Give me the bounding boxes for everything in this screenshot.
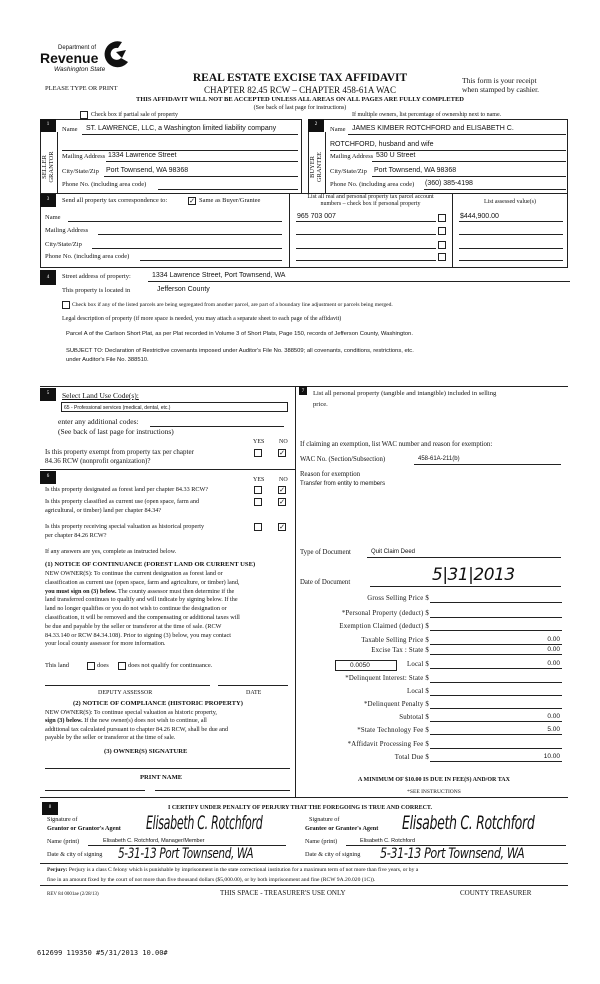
grantor-date-field[interactable]: 5-31-13 Port Townsend, WA: [118, 846, 254, 862]
seller-name-label: Name: [62, 126, 78, 133]
personal-property-checkbox[interactable]: [438, 227, 446, 235]
please-type: PLEASE TYPE OR PRINT: [45, 85, 118, 92]
grantee-signature[interactable]: Elisabeth C. Rotchford: [402, 812, 535, 834]
doc-date-label: Date of Document: [300, 579, 351, 586]
buyer-phone-field[interactable]: (360) 385-4198: [425, 180, 473, 187]
land-use-label: Select Land Use Code(s):: [62, 391, 139, 400]
see-back: (See back of last page for instructions): [253, 105, 347, 111]
chapter-line: CHAPTER 82.45 RCW – CHAPTER 458-61A WAC: [204, 85, 396, 95]
partial-sale-label: Check box if partial sale of property: [91, 112, 178, 118]
grantee-agent-label: Grantee or Grantee's Agent: [305, 825, 379, 832]
forest-no-checkbox[interactable]: ✓: [279, 486, 285, 494]
fee-label: *Personal Property (deduct) $: [341, 610, 429, 617]
notice-line: you must sign on (3) below. The county assessor must then determine if the: [45, 587, 235, 595]
street-label: Street address of property:: [62, 273, 131, 280]
grantor-agent-label: Grantor or Grantor's Agent: [47, 825, 121, 832]
buyer-mail-field[interactable]: 530 U Street: [376, 152, 416, 159]
deputy-assessor-label: DEPUTY ASSESSOR: [98, 690, 153, 696]
additional-codes-label: enter any additional codes:: [58, 417, 139, 426]
notice-line: payable by the seller or transferor at the time of sale.: [45, 733, 176, 741]
current-use-no-checkbox[interactable]: ✓: [279, 498, 285, 506]
section-3-marker: 3: [40, 194, 56, 207]
receipt-line2: when stamped by cashier.: [462, 85, 540, 94]
seller-city-label: City/State/Zip: [62, 168, 99, 175]
notice-line: NEW OWNER(S): To continue special valuation as historic property,: [45, 709, 217, 716]
county-field[interactable]: Jefferson County: [157, 286, 210, 293]
nonprofit-yes-checkbox[interactable]: [254, 449, 262, 457]
buyer-name-label: Name: [330, 126, 346, 133]
forest-yes-checkbox[interactable]: [254, 486, 262, 494]
same-as-buyer-label: Same as Buyer/Grantee: [199, 197, 261, 204]
fee-label: Taxable Selling Price $: [361, 637, 429, 644]
seller-mail-field[interactable]: 1334 Lawrence Street: [108, 152, 177, 159]
form-title: REAL ESTATE EXCISE TAX AFFIDAVIT: [192, 72, 408, 84]
no-header-6: NO: [279, 477, 288, 483]
multiple-owners-note: If multiple owners, list percentage of ownership next to name.: [352, 112, 502, 118]
historic-yes-checkbox[interactable]: [254, 523, 262, 531]
logo-line1: Department of: [58, 45, 97, 51]
nonprofit-question: Is this property exempt from property tax per chapter: [45, 448, 194, 456]
exemption-label: If claiming an exemption, list WAC number and reason for exemption:: [300, 441, 493, 448]
seller-side-label: SELLER GRANTOR: [41, 151, 55, 183]
assessed-header: List assessed value(s): [484, 199, 536, 205]
certify-statement: I CERTIFY UNDER PENALTY OF PERJURY THAT THE FOREGOING IS TRUE AND CORRECT.: [167, 805, 432, 811]
personal-property-checkbox[interactable]: [438, 241, 446, 249]
legal-description-1[interactable]: Parcel A of the Carlson Short Plat, as per Plat recorded in Volume 3 of Short Plats, Page 150, records of Jefferson County, Washington.: [66, 331, 413, 337]
treasurer-space-label: THIS SPACE - TREASURER'S USE ONLY: [220, 889, 346, 897]
grantor-date-label: Date & city of signing: [47, 851, 103, 858]
logo-emblem-icon: [102, 40, 130, 70]
buyer-side-label: BUYER GRANTEE: [309, 151, 323, 183]
buyer-mail-label: Mailing Address: [330, 153, 374, 160]
yes-header-6: YES: [253, 477, 265, 483]
print-name-label: PRINT NAME: [140, 774, 183, 781]
notice-compliance-title: (2) NOTICE OF COMPLIANCE (HISTORIC PROPERTY): [73, 700, 243, 707]
reason-field[interactable]: Transfer from entity to members: [300, 481, 386, 487]
grantor-name-label: Name (print): [47, 838, 80, 845]
grantee-sig-label: Signature of: [309, 816, 340, 823]
minimum-note: A MINIMUM OF $10.00 IS DUE IN FEE(S) AND/OR TAX: [358, 777, 510, 783]
notice-line: classification as current use (open space, farm and agriculture, or timber) land,: [45, 578, 240, 586]
fee-label: *Affidavit Processing Fee $: [347, 741, 429, 748]
located-label: This property is located in: [62, 287, 131, 294]
notice-line: 84.33.140 or RCW 84.34.108). Prior to signing (3) below, you may contact: [45, 631, 231, 639]
grantor-sig-label: Signature of: [47, 816, 78, 823]
personal-property-checkbox[interactable]: [438, 214, 446, 222]
historic-question: Is this property receiving special valuation as historical property: [45, 523, 205, 530]
owner-signature-line[interactable]: [45, 768, 290, 769]
personal-property-label-2: price.: [313, 401, 328, 408]
notice-continuance-text: [45, 570, 240, 649]
wac-label: WAC No. (Section/Subsection): [300, 456, 386, 463]
buyer-phone-label: Phone No. (including area code): [330, 181, 415, 188]
fee-label: *State Technology Fee $: [357, 727, 429, 734]
no-header: NO: [279, 439, 288, 445]
see-instructions: *SEE INSTRUCTIONS: [407, 789, 461, 795]
grantee-date-field[interactable]: 5-31-13 Port Townsend, WA: [380, 846, 525, 862]
notice-continuance-title: (1) NOTICE OF CONTINUANCE (FOREST LAND OR CURRENT USE): [45, 561, 256, 568]
historic-no-checkbox[interactable]: ✓: [279, 523, 285, 531]
print-name-line[interactable]: [45, 790, 145, 791]
fee-value[interactable]: 5.00: [547, 726, 560, 733]
buyer-name-line2[interactable]: ROTCHFORD, husband and wife: [330, 141, 434, 148]
correspondence-field[interactable]: [98, 234, 282, 235]
nonprofit-no-checkbox[interactable]: ✓: [279, 449, 285, 457]
logo-line3: Washington State: [54, 66, 106, 73]
buyer-city-label: City/State/Zip: [330, 168, 367, 175]
correspondence-field[interactable]: [140, 260, 282, 261]
personal-property-checkbox[interactable]: [438, 253, 446, 261]
owner-signature-label: (3) OWNER(S) SIGNATURE: [104, 748, 188, 755]
legal-description-2[interactable]: SUBJECT TO: Declaration of Restrictive covenants imposed under Auditor's File No. 388509; all covenants, conditions, restrictions, etc.: [66, 348, 414, 354]
fee-label: Excise Tax : State $: [371, 647, 429, 654]
fee-label: Gross Selling Price $: [367, 595, 429, 602]
does-label: does: [97, 662, 109, 669]
section-4-marker: 4: [40, 270, 56, 285]
notice-line: sign (3) below. If the new owner(s) does not wish to continue, all: [45, 717, 207, 725]
fee-label: Subtotal $: [399, 714, 429, 721]
cashier-stamp: 612699 119350 #5/31/2013 10.00#: [37, 949, 168, 957]
does-not-label: does not qualify for continuance.: [128, 662, 213, 669]
correspondence-label: Mailing Address: [45, 227, 89, 234]
forest-question: Is this property designated as forest land per chapter 84.33 RCW?: [45, 486, 209, 493]
logo-line2: Revenue: [40, 50, 99, 66]
notice-compliance-text: [45, 709, 228, 742]
warning: THIS AFFIDAVIT WILL NOT BE ACCEPTED UNLESS ALL AREAS ON ALL PAGES ARE FULLY COMPLETED: [136, 96, 464, 103]
notice-line: land no longer qualifies or you do not wish to continue the designation or: [45, 605, 227, 613]
seller-phone-label: Phone No. (including area code): [62, 181, 147, 188]
seller-city-field[interactable]: Port Townsend, WA 98368: [106, 167, 189, 174]
land-use-see-back: (See back of last page for instructions): [58, 427, 174, 436]
perjury-line-1: Perjury: Perjury is a class C felony which is punishable by imprisonment in the state correctional institution for a maximum term of not more than five years, or by a: [47, 867, 419, 873]
notice-line: land transferred continues to qualify and will indicate by signing below. If the: [45, 596, 238, 604]
notice-line: your local county assessor for more information.: [45, 640, 166, 648]
current-use-question: Is this property classified as current use (open space, farm and: [45, 498, 200, 505]
segregated-label: Check box if any of the listed parcels are being segregated from another parcel, are part of a boundary line adjustment or parcels being merged.: [72, 302, 393, 308]
seller-phone-field[interactable]: [158, 189, 298, 190]
wac-field[interactable]: 458-61A-211(b): [418, 456, 460, 462]
grantee-name-label: Name (print): [305, 838, 338, 845]
section-1-marker: 1: [40, 119, 56, 132]
fee-label: *Delinquent Penalty $: [364, 701, 429, 708]
section-6-marker: 6: [40, 471, 56, 484]
fee-label: Local $: [407, 661, 429, 668]
legal-description-3[interactable]: under Auditor's File No. 388510.: [66, 357, 149, 363]
correspondence-label: Phone No. (including area code): [45, 253, 130, 260]
doc-type-field[interactable]: Quit Claim Deed: [371, 549, 416, 555]
section-7-marker: 7: [299, 386, 307, 395]
land-use-select[interactable]: 65 - Professional services (medical, dental, etc.): [61, 402, 288, 412]
historic-question-2: per chapter 84.26 RCW?: [45, 532, 107, 539]
buyer-city-field[interactable]: Port Townsend, WA 98368: [374, 167, 457, 174]
send-correspondence-label: Send all property tax correspondence to:: [62, 197, 168, 204]
assessed-value-field[interactable]: $444,900.00: [460, 213, 499, 220]
doc-type-label: Type of Document: [300, 549, 351, 556]
nonprofit-question-2: 84.36 RCW (nonprofit organization)?: [45, 457, 151, 465]
grantor-name-field[interactable]: Elisabeth C. Rotchford, Manager/Member: [103, 838, 205, 844]
correspondence-label: Name: [45, 214, 61, 221]
personal-property-label: List all personal property (tangible and intangible) included in selling: [313, 390, 497, 397]
notice-line: NEW OWNER(S): To continue the current designation as forest land or: [45, 570, 223, 577]
fee-value[interactable]: 0.00: [547, 713, 560, 720]
fee-value[interactable]: 10.00: [543, 753, 560, 760]
fee-label: *Delinquent Interest: State $: [345, 675, 429, 682]
notice-line: be due and payable by the seller or transferor at the time of sale. (RCW: [45, 622, 222, 630]
notice-line: classification, it will be removed and the compensating or additional taxes will: [45, 613, 240, 621]
current-use-question-2: agricultural, or timber) land per chapter 84.34?: [45, 507, 162, 514]
fee-label: Total Due $: [394, 754, 429, 761]
section-8-marker: 8: [42, 802, 58, 815]
doc-date-field[interactable]: 5|31|2013: [432, 565, 515, 585]
deputy-assessor-line[interactable]: [45, 685, 210, 686]
grantee-name-field[interactable]: Elisabeth C. Rotchford: [360, 838, 416, 844]
segregated-checkbox[interactable]: [62, 301, 70, 309]
correspondence-field[interactable]: [68, 221, 282, 222]
section-2-marker: 2: [308, 119, 324, 132]
yes-header: YES: [253, 439, 265, 445]
form-revision: REV 84 0001ae (2/28/13): [47, 892, 99, 897]
this-land-label: This land: [45, 662, 69, 669]
same-as-buyer-checkbox[interactable]: ✓: [189, 197, 195, 205]
seller-name-field[interactable]: ST. LAWRENCE, LLC, a Washington limited liability company: [86, 125, 277, 132]
local-rate-box[interactable]: 0.0050: [335, 660, 397, 671]
buyer-name-field[interactable]: JAMES KIMBER ROTCHFORD and ELISABETH C.: [352, 125, 514, 132]
fee-value[interactable]: 0.00: [547, 660, 560, 667]
assessor-date-line[interactable]: [218, 685, 288, 686]
county-treasurer-label: COUNTY TREASURER: [460, 889, 532, 897]
correspondence-label: City/State/Zip: [45, 241, 82, 248]
parcel-number-field[interactable]: 965 703 007: [297, 213, 336, 220]
street-field[interactable]: 1334 Lawrence Street, Port Townsend, WA: [152, 272, 286, 279]
partial-sale-checkbox[interactable]: [80, 111, 88, 119]
if-any-note: If any answers are yes, complete as instructed below.: [45, 548, 177, 555]
perjury-line-2: fine in an amount fixed by the court of not more than five thousand dollars ($5,000.00), or by both imprisonment and fine (RCW 9A.20.020 (1C)).: [47, 877, 376, 883]
fee-label: Local $: [407, 688, 429, 695]
correspondence-field[interactable]: [92, 248, 282, 249]
seller-mail-label: Mailing Address: [62, 153, 106, 160]
does-not-qualify-checkbox[interactable]: [118, 662, 126, 670]
notice-line: additional tax calculated pursuant to chapter 84.26 RCW, shall be due and: [45, 725, 229, 733]
assessor-date-label: DATE: [246, 690, 262, 696]
does-qualify-checkbox[interactable]: [87, 662, 95, 670]
fee-value[interactable]: 0.00: [547, 646, 560, 653]
reason-label: Reason for exemption: [300, 471, 361, 478]
parcel-header: List all real and personal property tax parcel account numbers – check box if personal property: [307, 194, 434, 207]
grantee-date-label: Date & city of signing: [305, 851, 361, 858]
fee-value[interactable]: 0.00: [547, 636, 560, 643]
seller-name-line2[interactable]: [62, 150, 298, 151]
legal-label: Legal description of property (if more space is needed, you may attach a separate sheet to each page of the affidavit): [62, 316, 342, 322]
current-use-yes-checkbox[interactable]: [254, 498, 262, 506]
grantor-signature[interactable]: Elisabeth C. Rotchford: [146, 812, 263, 834]
receipt-line1: This form is your receipt: [462, 76, 537, 85]
fee-label: Exemption Claimed (deduct) $: [339, 623, 429, 630]
section-5-marker: 5: [40, 388, 56, 401]
